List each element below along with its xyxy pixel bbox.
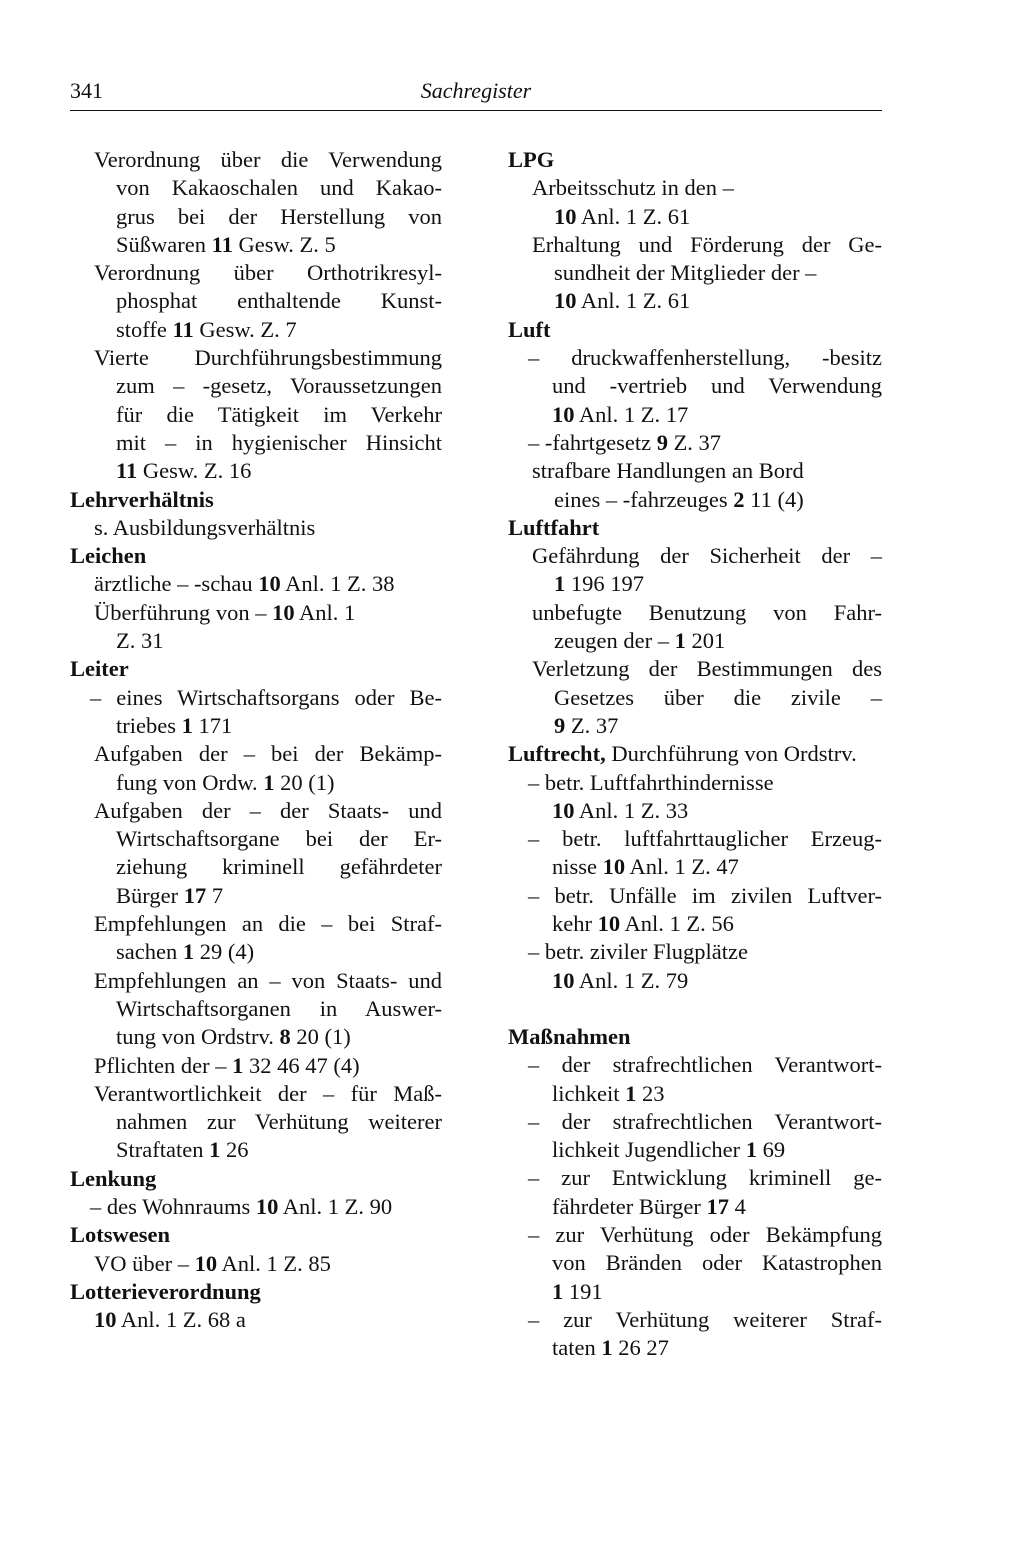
- reference-number: 17: [706, 1193, 730, 1219]
- reference-detail: Gesw. Z. 16: [137, 458, 252, 484]
- entry-text: triebes: [116, 712, 176, 738]
- reference-number: 2: [733, 486, 745, 512]
- index-entry-line: [508, 401, 882, 429]
- entry-text: Süßwaren: [116, 231, 206, 257]
- entry-text: Lehrverhältnis: [70, 486, 214, 512]
- reference-detail: Anl. 1 Z. 47: [625, 854, 739, 880]
- entry-text: – des Wohnraums: [90, 1193, 256, 1219]
- reference-number: 11: [172, 316, 194, 342]
- index-entry-line: [508, 797, 882, 825]
- reference-number: 10: [597, 911, 621, 937]
- index-heading: [70, 542, 442, 570]
- index-entry-line: [70, 231, 442, 259]
- reference-detail: 20 (1): [290, 1024, 351, 1050]
- entry-text: Lenkung: [70, 1165, 157, 1191]
- reference-detail: Anl. 1 Z. 33: [574, 797, 689, 823]
- index-heading: [70, 486, 442, 514]
- reference-number: 9: [554, 712, 566, 738]
- index-entry-line: [508, 655, 882, 683]
- entry-text: und -vertrieb und Verwendung: [552, 373, 882, 399]
- index-entry-line: [508, 486, 882, 514]
- entry-text: nisse: [552, 854, 597, 880]
- index-entry-line: [70, 287, 442, 315]
- index-entry-line: [508, 1108, 882, 1136]
- reference-number: 10: [554, 288, 577, 314]
- entry-text: grus bei der Herstellung von: [116, 203, 442, 229]
- entry-text: Gefährdung der Sicherheit der –: [532, 543, 882, 569]
- reference-number: 9: [656, 429, 668, 455]
- index-entry-line: [70, 712, 442, 740]
- index-entry-line: [508, 1278, 882, 1306]
- reference-detail: 23: [636, 1080, 665, 1106]
- reference-number: 8: [279, 1024, 291, 1050]
- entry-text: lichkeit Jugendlicher: [552, 1137, 741, 1163]
- index-entry-line: [508, 203, 882, 231]
- entry-text: sundheit der Mitglieder der –: [554, 260, 817, 286]
- reference-detail: Anl. 1 Z. 85: [217, 1250, 331, 1276]
- entry-text: – betr. Unfälle im zivilen Luftver-: [528, 882, 882, 908]
- entry-text: Luftfahrt: [508, 514, 600, 540]
- reference-detail: Anl. 1: [294, 599, 356, 625]
- reference-detail: 4: [729, 1193, 746, 1219]
- reference-number: 10: [194, 1250, 218, 1276]
- reference-number: 1: [601, 1335, 613, 1361]
- reference-number: 1: [625, 1080, 637, 1106]
- index-entry-line: [70, 174, 442, 202]
- entry-text: Empfehlungen an die – bei Straf-: [94, 911, 442, 937]
- index-entry-line: [70, 429, 442, 457]
- entry-text: mit – in hygienischer Hinsicht: [116, 429, 442, 455]
- index-entry-line: [508, 429, 882, 457]
- reference-number: 11: [116, 458, 138, 484]
- index-entry-line: [508, 542, 882, 570]
- index-entry-line: [508, 231, 882, 259]
- index-entry-line: [70, 372, 442, 400]
- reference-number: 17: [183, 882, 207, 908]
- index-entry-line: [70, 344, 442, 372]
- index-entry-line: [508, 853, 882, 881]
- entry-text: – eines Wirtschaftsorgans oder Be-: [90, 684, 442, 710]
- reference-detail: Durchführung von Ordstrv.: [605, 741, 857, 767]
- reference-detail: Anl. 1 Z. 17: [574, 401, 689, 427]
- entry-text: ziehung kriminell gefährdeter: [116, 854, 442, 880]
- reference-detail: Anl. 1 Z. 61: [576, 288, 691, 314]
- reference-detail: Anl. 1 Z. 68 a: [116, 1307, 246, 1333]
- index-entry-line: [70, 457, 442, 485]
- reference-detail: Anl. 1 Z. 38: [280, 571, 395, 597]
- index-entry-line: [508, 627, 882, 655]
- index-entry-line: [508, 938, 882, 966]
- index-entry-line: [70, 203, 442, 231]
- entry-text: Verletzung der Bestimmungen des: [532, 656, 882, 682]
- reference-detail: Z. 37: [667, 429, 722, 455]
- reference-detail: 26 27: [612, 1335, 669, 1361]
- blank-line: [508, 995, 882, 1023]
- entry-text: Wirtschaftsorgane bei der Er-: [116, 826, 442, 852]
- entry-text: VO über –: [94, 1250, 195, 1276]
- index-entry-line: [508, 1051, 882, 1079]
- page-title: Sachregister: [420, 78, 532, 103]
- index-entry-line: [70, 1193, 442, 1221]
- reference-number: 10: [272, 599, 295, 625]
- index-entry-line: [70, 967, 442, 995]
- entry-text: Leichen: [70, 543, 147, 569]
- entry-text: Empfehlungen an – von Staats- und: [94, 967, 442, 993]
- index-entry-line: [70, 316, 442, 344]
- index-entry-line: [508, 712, 882, 740]
- entry-text: – -fahrtgesetz: [528, 429, 657, 455]
- index-entry-line: [70, 570, 442, 598]
- entry-text: Maßnahmen: [508, 1023, 631, 1049]
- entry-text: tung von Ordstrv.: [116, 1024, 274, 1050]
- entry-text: eines – -fahrzeuges: [554, 486, 734, 512]
- entry-text: Wirtschaftsorganen in Auswer-: [116, 995, 442, 1021]
- index-entry-line: [70, 146, 442, 174]
- page-header: [70, 76, 882, 111]
- index-entry-line: [508, 684, 882, 712]
- index-entry-line: [70, 938, 442, 966]
- entry-text: Leiter: [70, 656, 129, 682]
- reference-number: 1: [181, 712, 193, 738]
- entry-text: s. Ausbildungsverhältnis: [94, 514, 316, 540]
- entry-text: stoffe: [116, 316, 167, 342]
- entry-text: nahmen zur Verhütung weiterer: [116, 1109, 442, 1135]
- index-entry-line: [70, 1108, 442, 1136]
- index-entry-line: [70, 1250, 442, 1278]
- reference-number: 1: [552, 1278, 564, 1304]
- reference-detail: Z. 37: [565, 712, 619, 738]
- reference-number: 1: [232, 1052, 244, 1078]
- index-entry-line: [70, 853, 442, 881]
- reference-number: 1: [674, 628, 686, 654]
- index-entry-line: [70, 514, 442, 542]
- index-entry-line: [508, 740, 882, 768]
- entry-text: Lotterieverordnung: [70, 1278, 261, 1304]
- entry-text: von Bränden oder Katastrophen: [552, 1250, 882, 1276]
- entry-text: Erhaltung und Förderung der Ge-: [532, 231, 882, 257]
- index-entry-line: [508, 882, 882, 910]
- reference-detail: 201: [685, 628, 726, 654]
- index-entry-line: [70, 401, 442, 429]
- reference-number: 10: [94, 1307, 117, 1333]
- reference-detail: 11 (4): [744, 486, 804, 512]
- entry-text: strafbare Handlungen an Bord: [532, 458, 804, 484]
- index-entry-line: [508, 1193, 882, 1221]
- index-heading: [508, 316, 882, 344]
- entry-text: taten: [552, 1335, 596, 1361]
- entry-text: Bürger: [116, 882, 179, 908]
- reference-detail: Anl. 1 Z. 79: [574, 967, 689, 993]
- reference-detail: 7: [206, 882, 224, 908]
- index-entry-line: [70, 259, 442, 287]
- entry-text: Lotswesen: [70, 1222, 170, 1248]
- reference-detail: 20 (1): [274, 769, 335, 795]
- entry-text: – betr. ziviler Flugplätze: [528, 939, 748, 965]
- index-entry-line: [70, 882, 442, 910]
- index-entry-line: [508, 570, 882, 598]
- index-heading: [70, 655, 442, 683]
- index-entry-line: [508, 599, 882, 627]
- entry-text: lichkeit: [552, 1080, 620, 1106]
- index-entry-line: [70, 1306, 442, 1334]
- reference-number: 1: [209, 1137, 221, 1163]
- reference-detail: 171: [192, 712, 233, 738]
- index-entry-line: [508, 1080, 882, 1108]
- index-entry-line: [508, 259, 882, 287]
- index-entry-line: [70, 769, 442, 797]
- reference-detail: 191: [563, 1278, 603, 1304]
- entry-text: – der strafrechtlichen Verantwort-: [528, 1108, 882, 1134]
- reference-detail: 32 46 47 (4): [243, 1052, 360, 1078]
- index-entry-line: [70, 1136, 442, 1164]
- index-heading: [70, 1221, 442, 1249]
- index-entry-line: [508, 1334, 882, 1362]
- reference-detail: Anl. 1 Z. 56: [620, 911, 734, 937]
- index-entry-line: [508, 344, 882, 372]
- reference-number: 11: [211, 231, 233, 257]
- entry-text: Luft: [508, 316, 551, 342]
- reference-detail: Gesw. Z. 7: [193, 316, 297, 342]
- entry-text: LPG: [508, 147, 555, 172]
- reference-number: 1: [263, 769, 275, 795]
- entry-text: unbefugte Benutzung von Fahr-: [532, 599, 882, 625]
- entry-text: phosphat enthaltende Kunst-: [116, 288, 442, 314]
- index-entry-line: [508, 174, 882, 202]
- reference-detail: 69: [756, 1137, 786, 1163]
- reference-detail: 196 197: [565, 571, 644, 597]
- index-entry-line: [508, 1136, 882, 1164]
- index-entry-line: [508, 910, 882, 938]
- entry-text: Aufgaben der – bei der Bekämp-: [94, 741, 442, 767]
- reference-number: 10: [552, 797, 575, 823]
- index-heading: [70, 1165, 442, 1193]
- reference-number: 10: [258, 571, 281, 597]
- index-entry-line: [70, 599, 442, 627]
- index-entry-line: [70, 1080, 442, 1108]
- index-column-left: [70, 146, 442, 1334]
- index-column-right: [508, 146, 882, 1362]
- index-entry-line: [508, 825, 882, 853]
- index-entry-line: [508, 769, 882, 797]
- index-entry-line: [70, 1023, 442, 1051]
- entry-text: Überführung von –: [94, 599, 273, 625]
- index-heading: [508, 146, 882, 174]
- reference-detail: 29 (4): [194, 939, 255, 965]
- reference-number: 10: [554, 203, 577, 229]
- reference-detail: 26: [220, 1137, 249, 1163]
- index-entry-line: [70, 684, 442, 712]
- reference-detail: Anl. 1 Z. 61: [576, 203, 691, 229]
- page-number: 341: [70, 78, 103, 103]
- index-entry-line: [70, 797, 442, 825]
- index-heading: [70, 1278, 442, 1306]
- reference-detail: Gesw. Z. 5: [232, 231, 336, 257]
- entry-text: ärztliche – -schau: [94, 571, 259, 597]
- entry-text: kehr: [552, 911, 592, 937]
- reference-number: 1: [745, 1137, 757, 1163]
- index-entry-line: [508, 1164, 882, 1192]
- entry-text: Vierte Durchführungsbestimmung: [94, 345, 442, 371]
- index-entry-line: [508, 287, 882, 315]
- entry-text: fährdeter Bürger: [552, 1193, 701, 1219]
- entry-text: sachen: [116, 939, 178, 965]
- entry-text: – zur Verhütung oder Bekämpfung: [528, 1221, 882, 1247]
- reference-number: 10: [552, 967, 575, 993]
- index-entry-line: [508, 967, 882, 995]
- index-heading: [508, 514, 882, 542]
- reference-number: 1: [554, 571, 566, 597]
- index-entry-line: [70, 627, 442, 655]
- entry-text: zeugen der –: [554, 628, 675, 654]
- index-entry-line: [70, 995, 442, 1023]
- entry-text: zum – -gesetz, Voraussetzungen: [116, 373, 442, 399]
- entry-text: für die Tätigkeit im Verkehr: [116, 401, 442, 427]
- entry-text: – der strafrechtlichen Verantwort-: [528, 1052, 882, 1078]
- entry-text: Pflichten der –: [94, 1052, 233, 1078]
- index-entry-line: [70, 740, 442, 768]
- entry-text: Verordnung über Orthotrikresyl-: [94, 260, 442, 286]
- entry-text: Verordnung über die Verwendung: [94, 147, 442, 172]
- reference-number: 10: [255, 1193, 279, 1219]
- entry-text: – betr. Luftfahrthindernisse: [528, 769, 774, 795]
- entry-text: Arbeitsschutz in den –: [532, 175, 734, 201]
- index-entry-line: [508, 1306, 882, 1334]
- reference-number: 10: [552, 401, 575, 427]
- entry-text: von Kakaoschalen und Kakao-: [116, 175, 442, 201]
- entry-text: fung von Ordw.: [116, 769, 258, 795]
- index-entry-line: [508, 1221, 882, 1249]
- reference-number: 10: [602, 854, 626, 880]
- index-entry-line: [508, 457, 882, 485]
- entry-text: – zur Verhütung weiterer Straf-: [528, 1306, 882, 1332]
- entry-text: Z. 31: [116, 628, 164, 654]
- entry-text: Gesetzes über die zivile –: [554, 684, 882, 710]
- entry-text: – zur Entwicklung kriminell ge-: [528, 1165, 882, 1191]
- index-entry-line: [508, 1249, 882, 1277]
- index-entry-line: [70, 825, 442, 853]
- reference-number: 1: [182, 939, 195, 965]
- entry-text: Straftaten: [116, 1137, 204, 1163]
- entry-text: – druckwaffenherstellung, -besitz: [528, 345, 882, 371]
- index-entry-line: [70, 910, 442, 938]
- entry-text: Aufgaben der – der Staats- und: [94, 797, 442, 823]
- entry-text: Verantwortlichkeit der – für Maß-: [94, 1080, 442, 1106]
- index-heading: [508, 1023, 882, 1051]
- entry-text: – betr. luftfahrttauglicher Erzeug-: [528, 826, 882, 852]
- index-entry-line: [508, 372, 882, 400]
- index-entry-line: [70, 1052, 442, 1080]
- reference-number: Luftrecht,: [508, 741, 606, 767]
- reference-detail: Anl. 1 Z. 90: [278, 1193, 393, 1219]
